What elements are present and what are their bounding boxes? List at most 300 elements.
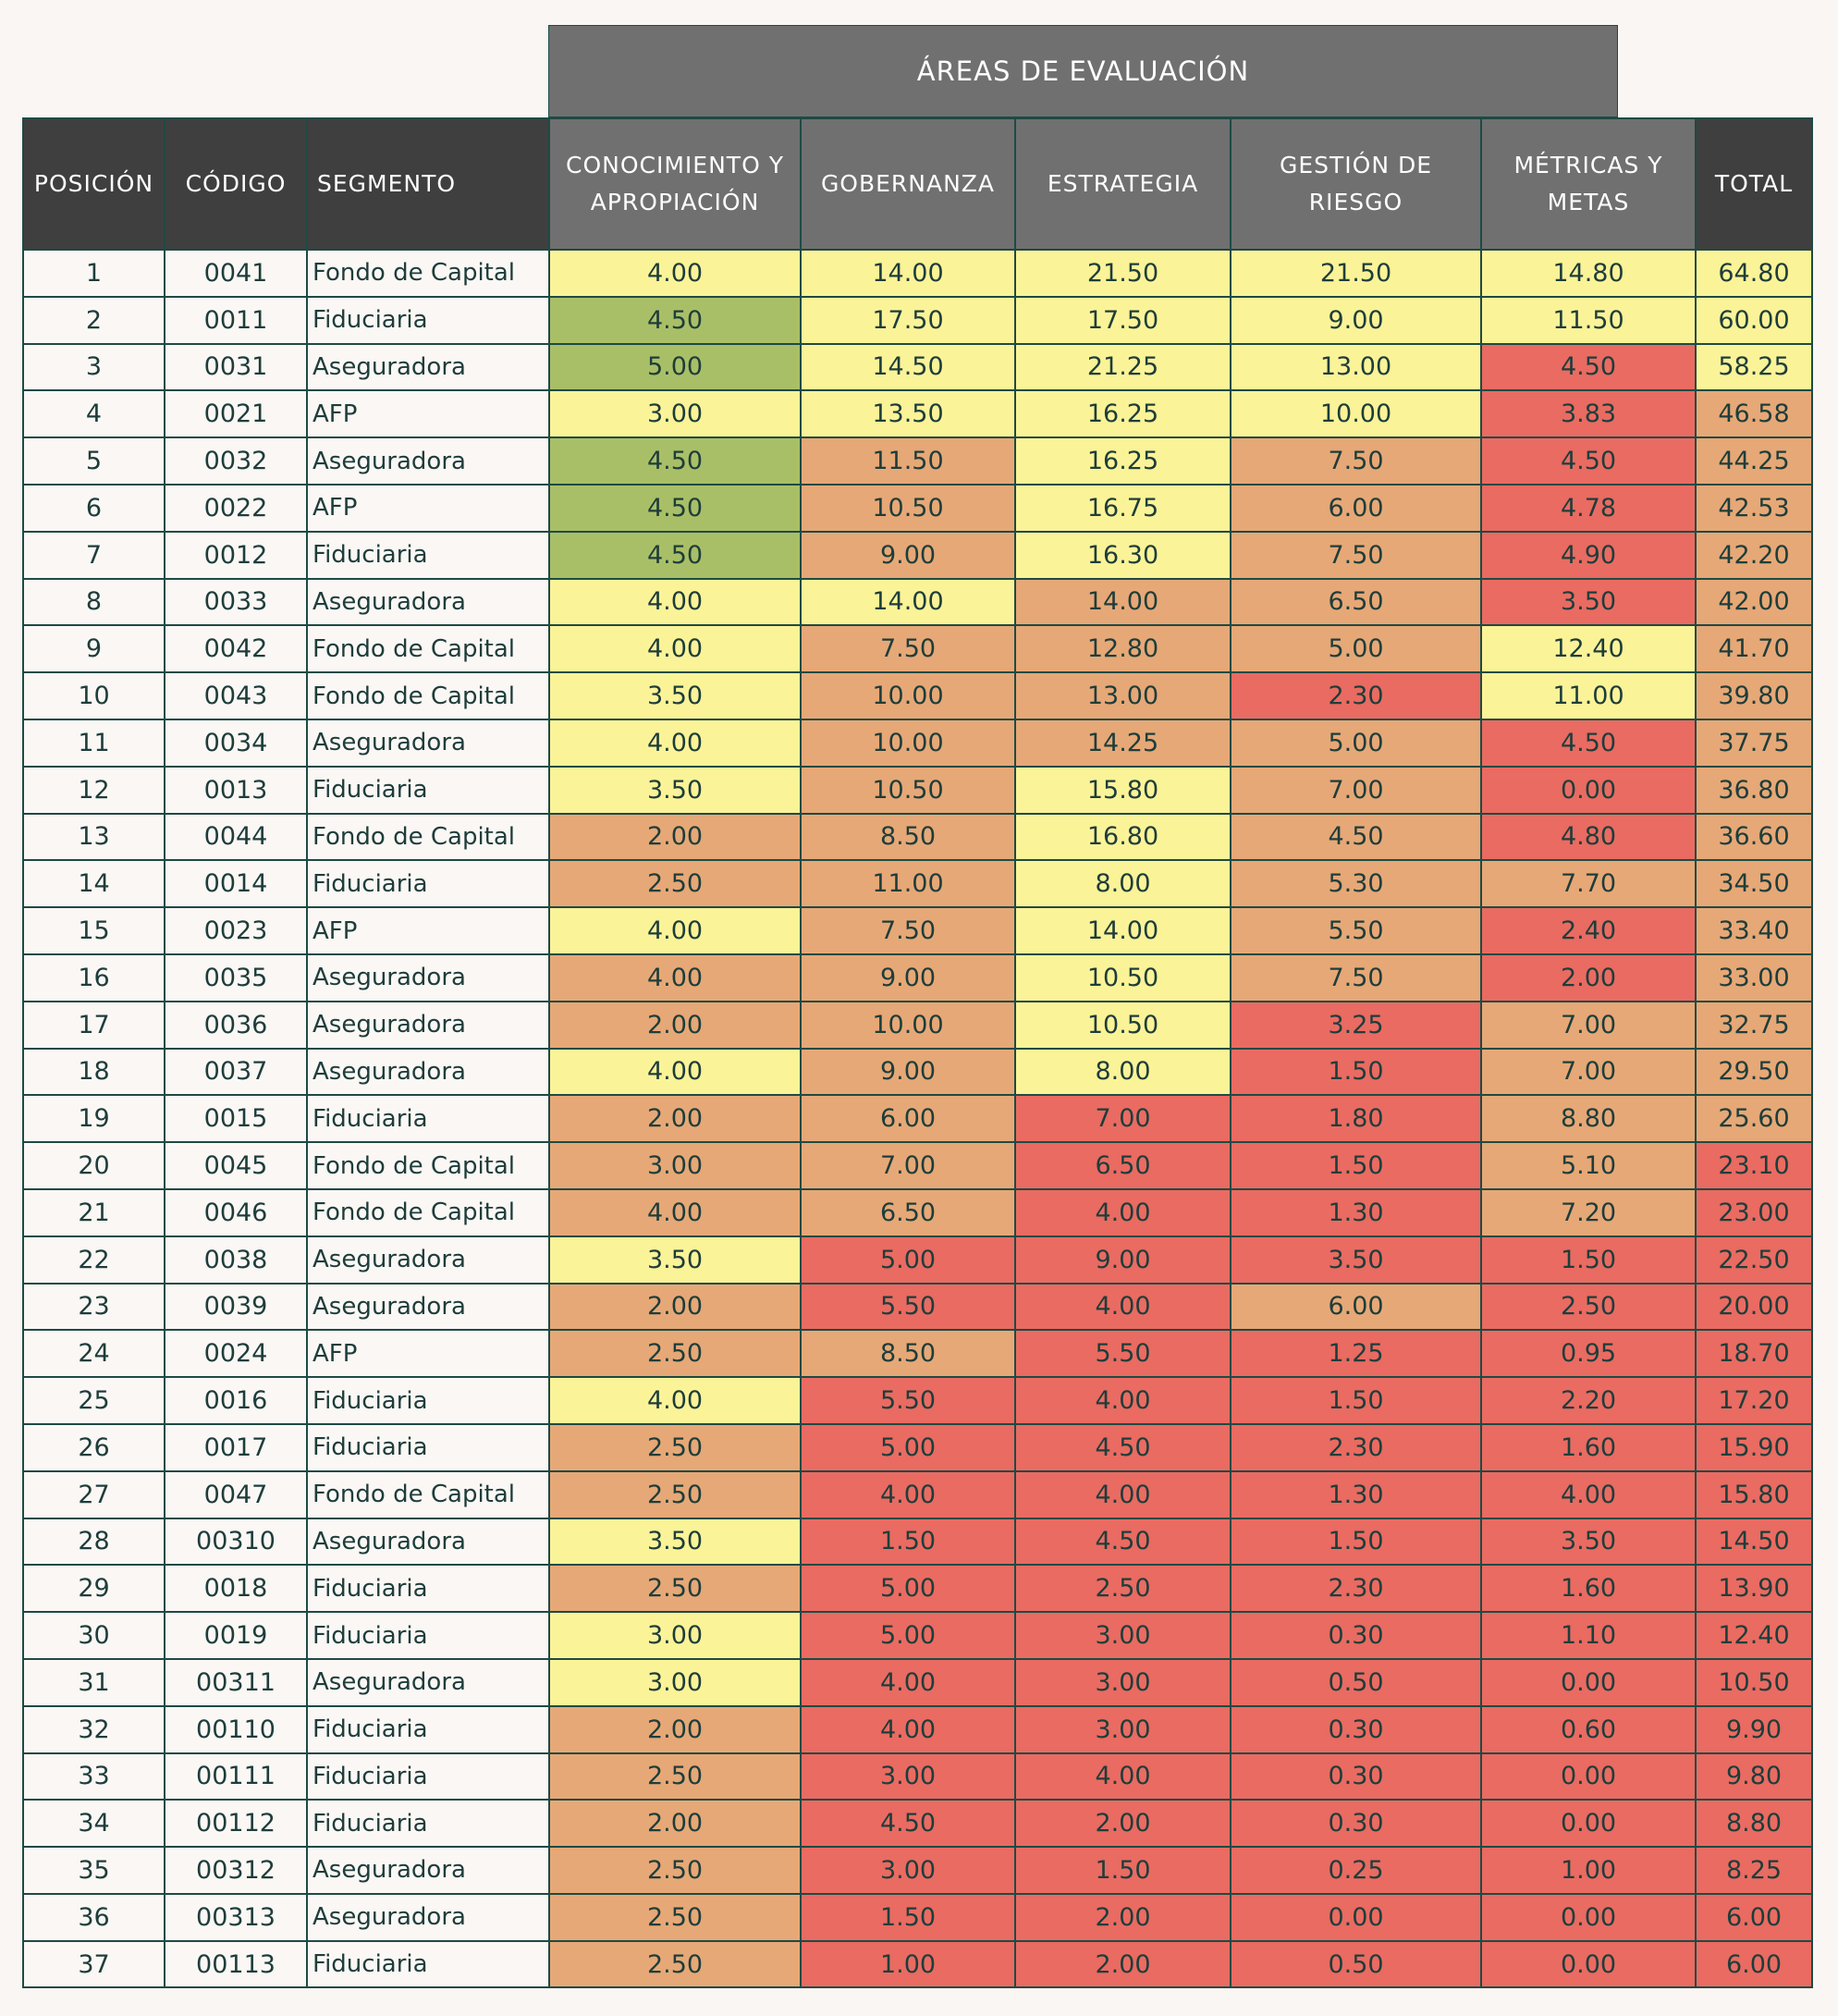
cell-strategy: 17.50 bbox=[1015, 297, 1231, 344]
table-row bbox=[23, 1049, 1812, 1096]
cell-segment: Fiduciaria bbox=[307, 1377, 549, 1424]
cell-strategy: 4.00 bbox=[1015, 1377, 1231, 1424]
cell-position: 32 bbox=[23, 1706, 165, 1753]
cell-position: 25 bbox=[23, 1377, 165, 1424]
cell-position: 21 bbox=[23, 1189, 165, 1236]
cell-position: 18 bbox=[23, 1049, 165, 1096]
cell-code: 00111 bbox=[165, 1753, 307, 1801]
cell-strategy: 1.50 bbox=[1015, 1847, 1231, 1894]
cell-total: 12.40 bbox=[1696, 1612, 1812, 1659]
table-row bbox=[23, 1706, 1812, 1753]
col-header-total: TOTAL bbox=[1696, 118, 1812, 250]
col-header-knowledge-line2: APROPIACIÓN bbox=[590, 189, 760, 215]
cell-strategy: 4.00 bbox=[1015, 1471, 1231, 1518]
cell-governance: 4.00 bbox=[801, 1659, 1015, 1706]
cell-governance: 7.00 bbox=[801, 1142, 1015, 1189]
cell-risk: 1.30 bbox=[1231, 1471, 1481, 1518]
cell-strategy: 14.00 bbox=[1015, 579, 1231, 626]
cell-metrics: 7.20 bbox=[1481, 1189, 1696, 1236]
cell-risk: 1.80 bbox=[1231, 1095, 1481, 1142]
cell-knowledge: 2.50 bbox=[549, 1941, 801, 1988]
cell-code: 00112 bbox=[165, 1800, 307, 1847]
cell-governance: 13.50 bbox=[801, 390, 1015, 437]
cell-metrics: 7.00 bbox=[1481, 1002, 1696, 1049]
table-row bbox=[23, 1894, 1812, 1941]
evaluation-areas-header: ÁREAS DE EVALUACIÓN bbox=[548, 25, 1618, 117]
cell-knowledge: 4.50 bbox=[549, 532, 801, 579]
cell-strategy: 4.00 bbox=[1015, 1189, 1231, 1236]
cell-risk: 6.50 bbox=[1231, 579, 1481, 626]
cell-risk: 1.50 bbox=[1231, 1518, 1481, 1566]
cell-governance: 1.50 bbox=[801, 1894, 1015, 1941]
cell-segment: Aseguradora bbox=[307, 1049, 549, 1096]
cell-segment: Fiduciaria bbox=[307, 1095, 549, 1142]
cell-code: 0032 bbox=[165, 437, 307, 485]
cell-strategy: 8.00 bbox=[1015, 860, 1231, 907]
table-row bbox=[23, 1518, 1812, 1566]
cell-code: 0045 bbox=[165, 1142, 307, 1189]
cell-metrics: 4.90 bbox=[1481, 532, 1696, 579]
cell-knowledge: 4.00 bbox=[549, 1049, 801, 1096]
cell-code: 0024 bbox=[165, 1330, 307, 1377]
cell-strategy: 14.25 bbox=[1015, 719, 1231, 767]
cell-knowledge: 2.50 bbox=[549, 1847, 801, 1894]
table-row bbox=[23, 672, 1812, 719]
cell-knowledge: 3.50 bbox=[549, 767, 801, 814]
cell-code: 0033 bbox=[165, 579, 307, 626]
cell-total: 64.80 bbox=[1696, 250, 1812, 297]
cell-knowledge: 3.50 bbox=[549, 672, 801, 719]
cell-knowledge: 2.50 bbox=[549, 1753, 801, 1801]
cell-position: 11 bbox=[23, 719, 165, 767]
cell-code: 0022 bbox=[165, 485, 307, 532]
cell-risk: 3.50 bbox=[1231, 1236, 1481, 1284]
cell-strategy: 2.00 bbox=[1015, 1941, 1231, 1988]
cell-position: 19 bbox=[23, 1095, 165, 1142]
cell-segment: Fiduciaria bbox=[307, 1612, 549, 1659]
cell-strategy: 7.00 bbox=[1015, 1095, 1231, 1142]
cell-position: 31 bbox=[23, 1659, 165, 1706]
cell-position: 3 bbox=[23, 344, 165, 391]
cell-code: 0019 bbox=[165, 1612, 307, 1659]
cell-position: 15 bbox=[23, 907, 165, 954]
cell-governance: 6.50 bbox=[801, 1189, 1015, 1236]
cell-segment: AFP bbox=[307, 390, 549, 437]
cell-governance: 14.00 bbox=[801, 579, 1015, 626]
cell-metrics: 3.50 bbox=[1481, 579, 1696, 626]
cell-position: 7 bbox=[23, 532, 165, 579]
cell-metrics: 0.00 bbox=[1481, 1753, 1696, 1801]
cell-position: 17 bbox=[23, 1002, 165, 1049]
cell-position: 23 bbox=[23, 1284, 165, 1331]
cell-total: 6.00 bbox=[1696, 1941, 1812, 1988]
table-row bbox=[23, 1002, 1812, 1049]
cell-segment: Aseguradora bbox=[307, 719, 549, 767]
cell-position: 2 bbox=[23, 297, 165, 344]
cell-segment: Fondo de Capital bbox=[307, 250, 549, 297]
cell-code: 0044 bbox=[165, 814, 307, 861]
cell-metrics: 4.80 bbox=[1481, 814, 1696, 861]
cell-segment: Fondo de Capital bbox=[307, 625, 549, 672]
cell-total: 25.60 bbox=[1696, 1095, 1812, 1142]
cell-governance: 9.00 bbox=[801, 954, 1015, 1002]
cell-metrics: 0.00 bbox=[1481, 1894, 1696, 1941]
table-row bbox=[23, 907, 1812, 954]
cell-segment: Fiduciaria bbox=[307, 767, 549, 814]
cell-risk: 1.50 bbox=[1231, 1049, 1481, 1096]
cell-risk: 7.50 bbox=[1231, 532, 1481, 579]
cell-position: 12 bbox=[23, 767, 165, 814]
cell-metrics: 7.70 bbox=[1481, 860, 1696, 907]
cell-metrics: 8.80 bbox=[1481, 1095, 1696, 1142]
cell-position: 16 bbox=[23, 954, 165, 1002]
table-row bbox=[23, 814, 1812, 861]
cell-risk: 0.50 bbox=[1231, 1659, 1481, 1706]
cell-knowledge: 3.00 bbox=[549, 1612, 801, 1659]
table-row bbox=[23, 625, 1812, 672]
cell-segment: AFP bbox=[307, 1330, 549, 1377]
table-row bbox=[23, 954, 1812, 1002]
cell-governance: 1.50 bbox=[801, 1518, 1015, 1566]
cell-code: 00110 bbox=[165, 1706, 307, 1753]
cell-knowledge: 2.00 bbox=[549, 1284, 801, 1331]
col-header-strategy: ESTRATEGIA bbox=[1015, 118, 1231, 250]
cell-knowledge: 2.00 bbox=[549, 1800, 801, 1847]
cell-total: 33.00 bbox=[1696, 954, 1812, 1002]
cell-position: 27 bbox=[23, 1471, 165, 1518]
cell-total: 29.50 bbox=[1696, 1049, 1812, 1096]
cell-position: 34 bbox=[23, 1800, 165, 1847]
cell-metrics: 4.50 bbox=[1481, 344, 1696, 391]
cell-metrics: 12.40 bbox=[1481, 625, 1696, 672]
col-header-metrics bbox=[1481, 118, 1696, 250]
cell-risk: 5.30 bbox=[1231, 860, 1481, 907]
cell-strategy: 3.00 bbox=[1015, 1612, 1231, 1659]
table-row bbox=[23, 1330, 1812, 1377]
cell-metrics: 4.50 bbox=[1481, 719, 1696, 767]
cell-governance: 5.50 bbox=[801, 1377, 1015, 1424]
cell-total: 14.50 bbox=[1696, 1518, 1812, 1566]
cell-knowledge: 2.50 bbox=[549, 1424, 801, 1471]
cell-total: 32.75 bbox=[1696, 1002, 1812, 1049]
table-row bbox=[23, 390, 1812, 437]
cell-total: 6.00 bbox=[1696, 1894, 1812, 1941]
cell-knowledge: 4.00 bbox=[549, 907, 801, 954]
cell-position: 5 bbox=[23, 437, 165, 485]
cell-knowledge: 4.50 bbox=[549, 297, 801, 344]
cell-knowledge: 5.00 bbox=[549, 344, 801, 391]
cell-governance: 14.50 bbox=[801, 344, 1015, 391]
cell-governance: 17.50 bbox=[801, 297, 1015, 344]
cell-risk: 1.50 bbox=[1231, 1142, 1481, 1189]
cell-total: 23.10 bbox=[1696, 1142, 1812, 1189]
table-row bbox=[23, 344, 1812, 391]
cell-metrics: 2.00 bbox=[1481, 954, 1696, 1002]
cell-total: 60.00 bbox=[1696, 297, 1812, 344]
column-header-row bbox=[23, 118, 1812, 250]
cell-strategy: 15.80 bbox=[1015, 767, 1231, 814]
cell-code: 0011 bbox=[165, 297, 307, 344]
table-row bbox=[23, 1471, 1812, 1518]
cell-risk: 1.30 bbox=[1231, 1189, 1481, 1236]
col-header-segment: SEGMENTO bbox=[307, 118, 549, 250]
cell-strategy: 21.50 bbox=[1015, 250, 1231, 297]
cell-strategy: 2.00 bbox=[1015, 1800, 1231, 1847]
cell-total: 18.70 bbox=[1696, 1330, 1812, 1377]
cell-metrics: 4.50 bbox=[1481, 437, 1696, 485]
cell-knowledge: 2.00 bbox=[549, 814, 801, 861]
cell-metrics: 1.60 bbox=[1481, 1424, 1696, 1471]
cell-knowledge: 2.50 bbox=[549, 1565, 801, 1612]
cell-risk: 1.50 bbox=[1231, 1377, 1481, 1424]
cell-strategy: 4.00 bbox=[1015, 1753, 1231, 1801]
table-row bbox=[23, 1189, 1812, 1236]
cell-segment: Aseguradora bbox=[307, 1002, 549, 1049]
table-row bbox=[23, 1236, 1812, 1284]
cell-total: 8.25 bbox=[1696, 1847, 1812, 1894]
cell-total: 10.50 bbox=[1696, 1659, 1812, 1706]
cell-segment: Fiduciaria bbox=[307, 1941, 549, 1988]
cell-governance: 7.50 bbox=[801, 907, 1015, 954]
cell-governance: 10.00 bbox=[801, 1002, 1015, 1049]
cell-knowledge: 4.00 bbox=[549, 1189, 801, 1236]
cell-position: 30 bbox=[23, 1612, 165, 1659]
col-header-governance: GOBERNANZA bbox=[801, 118, 1015, 250]
cell-code: 0012 bbox=[165, 532, 307, 579]
cell-position: 33 bbox=[23, 1753, 165, 1801]
cell-segment: Fiduciaria bbox=[307, 1753, 549, 1801]
cell-metrics: 14.80 bbox=[1481, 250, 1696, 297]
cell-total: 42.20 bbox=[1696, 532, 1812, 579]
cell-segment: Aseguradora bbox=[307, 1894, 549, 1941]
table-row bbox=[23, 532, 1812, 579]
cell-metrics: 11.50 bbox=[1481, 297, 1696, 344]
cell-knowledge: 2.00 bbox=[549, 1706, 801, 1753]
cell-knowledge: 3.00 bbox=[549, 1142, 801, 1189]
cell-position: 22 bbox=[23, 1236, 165, 1284]
cell-governance: 4.00 bbox=[801, 1706, 1015, 1753]
cell-segment: Fiduciaria bbox=[307, 532, 549, 579]
cell-knowledge: 3.00 bbox=[549, 1659, 801, 1706]
cell-governance: 7.50 bbox=[801, 625, 1015, 672]
cell-knowledge: 3.00 bbox=[549, 390, 801, 437]
cell-total: 15.80 bbox=[1696, 1471, 1812, 1518]
cell-code: 0021 bbox=[165, 390, 307, 437]
cell-risk: 2.30 bbox=[1231, 1424, 1481, 1471]
cell-segment: Aseguradora bbox=[307, 1284, 549, 1331]
cell-strategy: 2.00 bbox=[1015, 1894, 1231, 1941]
cell-code: 0035 bbox=[165, 954, 307, 1002]
cell-metrics: 1.50 bbox=[1481, 1236, 1696, 1284]
table-row bbox=[23, 860, 1812, 907]
cell-strategy: 3.00 bbox=[1015, 1659, 1231, 1706]
cell-code: 0018 bbox=[165, 1565, 307, 1612]
table-row bbox=[23, 579, 1812, 626]
table-row bbox=[23, 1941, 1812, 1988]
cell-knowledge: 4.50 bbox=[549, 485, 801, 532]
cell-strategy: 8.00 bbox=[1015, 1049, 1231, 1096]
cell-code: 0031 bbox=[165, 344, 307, 391]
cell-total: 33.40 bbox=[1696, 907, 1812, 954]
cell-metrics: 2.40 bbox=[1481, 907, 1696, 954]
cell-knowledge: 4.00 bbox=[549, 719, 801, 767]
cell-total: 42.53 bbox=[1696, 485, 1812, 532]
table-row bbox=[23, 1800, 1812, 1847]
cell-risk: 0.30 bbox=[1231, 1612, 1481, 1659]
cell-total: 20.00 bbox=[1696, 1284, 1812, 1331]
cell-position: 24 bbox=[23, 1330, 165, 1377]
col-header-risk bbox=[1231, 118, 1481, 250]
cell-knowledge: 4.50 bbox=[549, 437, 801, 485]
cell-metrics: 3.83 bbox=[1481, 390, 1696, 437]
cell-total: 42.00 bbox=[1696, 579, 1812, 626]
cell-strategy: 12.80 bbox=[1015, 625, 1231, 672]
cell-risk: 0.00 bbox=[1231, 1894, 1481, 1941]
cell-risk: 2.30 bbox=[1231, 672, 1481, 719]
cell-code: 0046 bbox=[165, 1189, 307, 1236]
cell-strategy: 4.00 bbox=[1015, 1284, 1231, 1331]
cell-position: 26 bbox=[23, 1424, 165, 1471]
cell-segment: Fiduciaria bbox=[307, 297, 549, 344]
cell-knowledge: 2.50 bbox=[549, 860, 801, 907]
cell-risk: 21.50 bbox=[1231, 250, 1481, 297]
table-row bbox=[23, 719, 1812, 767]
cell-metrics: 3.50 bbox=[1481, 1518, 1696, 1566]
cell-code: 0016 bbox=[165, 1377, 307, 1424]
cell-total: 36.80 bbox=[1696, 767, 1812, 814]
cell-risk: 7.50 bbox=[1231, 954, 1481, 1002]
cell-total: 8.80 bbox=[1696, 1800, 1812, 1847]
cell-risk: 2.30 bbox=[1231, 1565, 1481, 1612]
cell-risk: 6.00 bbox=[1231, 485, 1481, 532]
cell-risk: 0.50 bbox=[1231, 1941, 1481, 1988]
cell-position: 10 bbox=[23, 672, 165, 719]
cell-risk: 1.25 bbox=[1231, 1330, 1481, 1377]
cell-metrics: 2.50 bbox=[1481, 1284, 1696, 1331]
cell-governance: 10.50 bbox=[801, 767, 1015, 814]
cell-total: 44.25 bbox=[1696, 437, 1812, 485]
cell-total: 13.90 bbox=[1696, 1565, 1812, 1612]
cell-code: 00113 bbox=[165, 1941, 307, 1988]
cell-governance: 6.00 bbox=[801, 1095, 1015, 1142]
cell-governance: 11.50 bbox=[801, 437, 1015, 485]
col-header-knowledge-line1: CONOCIMIENTO Y bbox=[566, 152, 784, 178]
cell-code: 0015 bbox=[165, 1095, 307, 1142]
cell-metrics: 0.00 bbox=[1481, 1800, 1696, 1847]
cell-strategy: 16.75 bbox=[1015, 485, 1231, 532]
cell-metrics: 0.00 bbox=[1481, 1941, 1696, 1988]
cell-position: 36 bbox=[23, 1894, 165, 1941]
cell-risk: 5.00 bbox=[1231, 625, 1481, 672]
cell-total: 36.60 bbox=[1696, 814, 1812, 861]
cell-total: 22.50 bbox=[1696, 1236, 1812, 1284]
cell-strategy: 5.50 bbox=[1015, 1330, 1231, 1377]
cell-knowledge: 4.00 bbox=[549, 625, 801, 672]
cell-segment: AFP bbox=[307, 485, 549, 532]
cell-governance: 10.00 bbox=[801, 672, 1015, 719]
cell-code: 0047 bbox=[165, 1471, 307, 1518]
cell-governance: 9.00 bbox=[801, 532, 1015, 579]
cell-governance: 9.00 bbox=[801, 1049, 1015, 1096]
cell-governance: 14.00 bbox=[801, 250, 1015, 297]
cell-knowledge: 2.00 bbox=[549, 1002, 801, 1049]
cell-code: 00312 bbox=[165, 1847, 307, 1894]
cell-governance: 5.00 bbox=[801, 1424, 1015, 1471]
cell-segment: Fondo de Capital bbox=[307, 1471, 549, 1518]
cell-strategy: 2.50 bbox=[1015, 1565, 1231, 1612]
cell-knowledge: 2.00 bbox=[549, 1095, 801, 1142]
cell-code: 0037 bbox=[165, 1049, 307, 1096]
cell-segment: Fiduciaria bbox=[307, 1424, 549, 1471]
table-row bbox=[23, 1377, 1812, 1424]
cell-position: 35 bbox=[23, 1847, 165, 1894]
cell-code: 0023 bbox=[165, 907, 307, 954]
cell-knowledge: 2.50 bbox=[549, 1330, 801, 1377]
table-body bbox=[23, 250, 1812, 1987]
cell-risk: 9.00 bbox=[1231, 297, 1481, 344]
ranking-table bbox=[22, 117, 1813, 1988]
cell-segment: AFP bbox=[307, 907, 549, 954]
cell-code: 0034 bbox=[165, 719, 307, 767]
cell-strategy: 16.25 bbox=[1015, 437, 1231, 485]
cell-risk: 5.50 bbox=[1231, 907, 1481, 954]
cell-risk: 3.25 bbox=[1231, 1002, 1481, 1049]
cell-knowledge: 2.50 bbox=[549, 1894, 801, 1941]
cell-strategy: 16.80 bbox=[1015, 814, 1231, 861]
col-header-code: CÓDIGO bbox=[165, 118, 307, 250]
cell-position: 1 bbox=[23, 250, 165, 297]
table-row bbox=[23, 1565, 1812, 1612]
cell-risk: 0.30 bbox=[1231, 1800, 1481, 1847]
cell-governance: 1.00 bbox=[801, 1941, 1015, 1988]
cell-code: 00311 bbox=[165, 1659, 307, 1706]
cell-risk: 7.50 bbox=[1231, 437, 1481, 485]
table-row bbox=[23, 1142, 1812, 1189]
table-row bbox=[23, 1095, 1812, 1142]
cell-total: 37.75 bbox=[1696, 719, 1812, 767]
col-header-risk-line1: GESTIÓN DE bbox=[1279, 152, 1433, 178]
cell-metrics: 11.00 bbox=[1481, 672, 1696, 719]
cell-knowledge: 4.00 bbox=[549, 1377, 801, 1424]
cell-governance: 10.00 bbox=[801, 719, 1015, 767]
cell-segment: Aseguradora bbox=[307, 1236, 549, 1284]
cell-strategy: 4.50 bbox=[1015, 1424, 1231, 1471]
cell-metrics: 0.00 bbox=[1481, 1659, 1696, 1706]
cell-segment: Fondo de Capital bbox=[307, 672, 549, 719]
cell-segment: Aseguradora bbox=[307, 1518, 549, 1566]
cell-governance: 3.00 bbox=[801, 1753, 1015, 1801]
table-row bbox=[23, 1284, 1812, 1331]
cell-code: 0017 bbox=[165, 1424, 307, 1471]
cell-segment: Aseguradora bbox=[307, 344, 549, 391]
cell-governance: 4.00 bbox=[801, 1471, 1015, 1518]
col-header-position: POSICIÓN bbox=[23, 118, 165, 250]
table-row bbox=[23, 767, 1812, 814]
cell-segment: Aseguradora bbox=[307, 579, 549, 626]
cell-total: 34.50 bbox=[1696, 860, 1812, 907]
cell-code: 00313 bbox=[165, 1894, 307, 1941]
table-row bbox=[23, 250, 1812, 297]
cell-governance: 5.00 bbox=[801, 1565, 1015, 1612]
cell-position: 13 bbox=[23, 814, 165, 861]
cell-risk: 5.00 bbox=[1231, 719, 1481, 767]
cell-position: 37 bbox=[23, 1941, 165, 1988]
table-row bbox=[23, 1612, 1812, 1659]
cell-knowledge: 3.50 bbox=[549, 1236, 801, 1284]
cell-governance: 8.50 bbox=[801, 1330, 1015, 1377]
cell-metrics: 7.00 bbox=[1481, 1049, 1696, 1096]
cell-code: 00310 bbox=[165, 1518, 307, 1566]
